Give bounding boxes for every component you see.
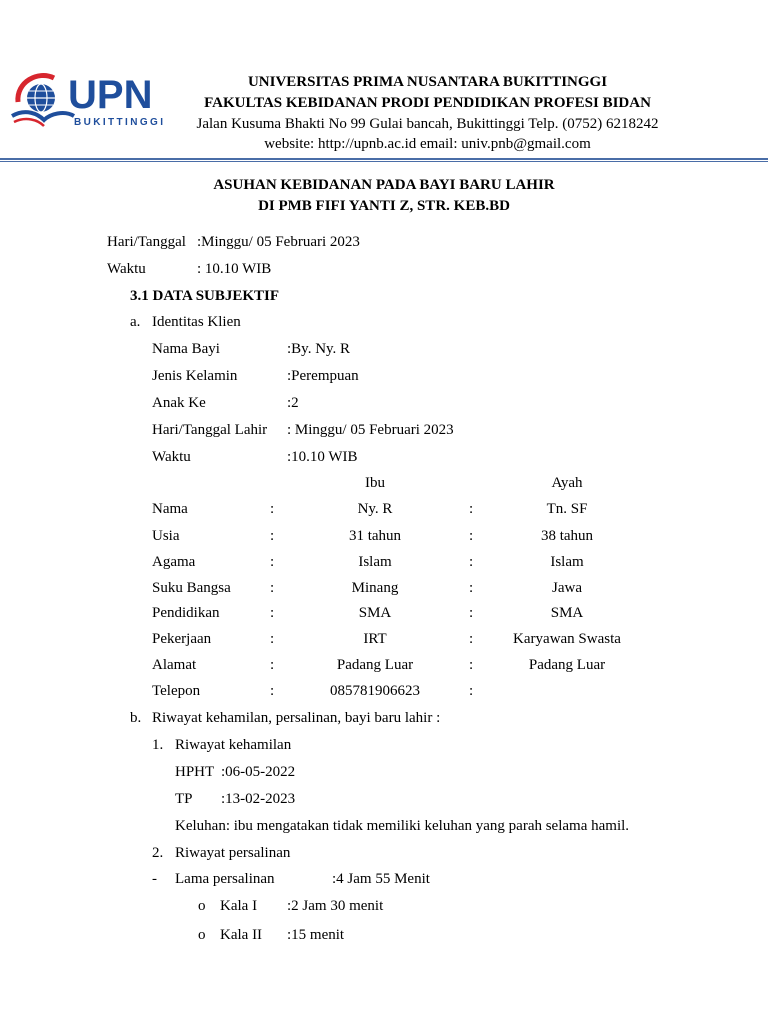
row-label: Alamat <box>152 657 197 673</box>
item-2-marker: 2. <box>152 845 164 861</box>
kala-label: Kala II <box>220 927 263 943</box>
row-colon: : <box>469 554 474 570</box>
tp-value: :13-02-2023 <box>221 791 296 807</box>
baby-label: Waktu <box>152 449 191 465</box>
time-value: : 10.10 WIB <box>197 261 272 277</box>
baby-label: Anak Ke <box>152 395 206 411</box>
row-ayah: Padang Luar <box>528 657 606 673</box>
kala-label: Kala I <box>220 898 258 914</box>
svg-text:UPN: UPN <box>68 73 153 117</box>
date-value: :Minggu/ 05 Februari 2023 <box>197 234 360 250</box>
item-2-label: Riwayat persalinan <box>175 845 291 861</box>
row-ibu: IRT <box>363 631 387 647</box>
section-heading: 3.1 DATA SUBJEKTIF <box>130 288 280 304</box>
row-ayah: Karyawan Swasta <box>513 631 621 647</box>
row-colon: : <box>469 657 474 673</box>
row-ibu: Ny. R <box>357 501 393 517</box>
row-colon: : <box>270 554 275 570</box>
row-colon: : <box>270 501 275 517</box>
baby-label: Jenis Kelamin <box>152 368 238 384</box>
faculty-name: FAKULTAS KEBIDANAN PRODI PENDIDIKAN PROFESI BIDAN <box>204 95 651 111</box>
row-colon: : <box>469 501 474 517</box>
row-ibu: 31 tahun <box>348 528 402 544</box>
row-colon: : <box>270 605 275 621</box>
row-label: Usia <box>152 528 180 544</box>
row-colon: : <box>469 631 474 647</box>
row-label: Suku Bangsa <box>152 580 231 596</box>
header-rule <box>0 158 768 160</box>
row-ibu: SMA <box>358 605 392 621</box>
row-colon: : <box>469 683 474 699</box>
row-colon: : <box>270 580 275 596</box>
baby-value: :10.10 WIB <box>287 449 358 465</box>
dash-bullet: - <box>152 871 157 887</box>
keluhan-text: Keluhan: ibu mengatakan tidak memiliki keluhan yang parah selama hamil. <box>175 818 630 834</box>
baby-value: :By. Ny. R <box>287 341 351 357</box>
row-label: Nama <box>152 501 188 517</box>
circle-bullet-icon: o <box>198 898 206 914</box>
kala-value: :2 Jam 30 menit <box>287 898 384 914</box>
document-title-line2: DI PMB FIFI YANTI Z, STR. KEB.BD <box>258 198 510 214</box>
circle-bullet-icon: o <box>198 927 206 943</box>
row-ibu: 085781906623 <box>330 683 420 699</box>
kala-value: :15 menit <box>287 927 345 943</box>
baby-value: :Perempuan <box>287 368 359 384</box>
item-b-marker: b. <box>130 710 142 726</box>
contact-info: website: http://upnb.ac.id email: univ.pnb@gmail.com <box>264 136 591 152</box>
baby-value: : Minggu/ 05 Februari 2023 <box>287 422 454 438</box>
row-label: Pekerjaan <box>152 631 212 647</box>
tp-label: TP <box>175 791 193 807</box>
baby-label: Nama Bayi <box>152 341 220 357</box>
address: Jalan Kusuma Bhakti No 99 Gulai bancah, Bukittinggi Telp. (0752) 6218242 <box>196 116 659 132</box>
header-rule-thin <box>0 161 768 162</box>
university-name: UNIVERSITAS PRIMA NUSANTARA BUKITTINGGI <box>247 74 608 90</box>
lama-label: Lama persalinan <box>175 871 275 887</box>
svg-text:BUKITTINGGI: BUKITTINGGI <box>74 117 166 128</box>
parents-header-ayah: Ayah <box>551 475 583 491</box>
hpht-label: HPHT <box>175 764 215 780</box>
row-ayah: SMA <box>550 605 584 621</box>
parents-header-ibu: Ibu <box>365 475 385 491</box>
row-ayah: Jawa <box>552 580 582 596</box>
row-ayah: Tn. SF <box>546 501 588 517</box>
hpht-value: :06-05-2022 <box>221 764 296 780</box>
time-label: Waktu <box>107 261 146 277</box>
row-label: Telepon <box>152 683 201 699</box>
row-colon: : <box>469 580 474 596</box>
row-colon: : <box>469 528 474 544</box>
row-colon: : <box>469 605 474 621</box>
row-label: Agama <box>152 554 196 570</box>
row-ibu: Minang <box>351 580 399 596</box>
item-a-marker: a. <box>130 314 141 330</box>
lama-value: :4 Jam 55 Menit <box>332 871 430 887</box>
row-ibu: Islam <box>358 554 392 570</box>
row-ayah: 38 tahun <box>540 528 594 544</box>
row-colon: : <box>270 683 275 699</box>
baby-value: :2 <box>287 395 299 411</box>
item-1-label: Riwayat kehamilan <box>175 737 292 753</box>
item-1-marker: 1. <box>152 737 164 753</box>
upn-logo <box>8 68 176 134</box>
date-label: Hari/Tanggal <box>107 234 186 250</box>
row-colon: : <box>270 528 275 544</box>
item-a-label: Identitas Klien <box>152 314 241 330</box>
document-title-line1: ASUHAN KEBIDANAN PADA BAYI BARU LAHIR <box>213 177 555 193</box>
row-ibu: Padang Luar <box>336 657 414 673</box>
baby-label: Hari/Tanggal Lahir <box>152 422 268 438</box>
row-ayah: Islam <box>550 554 584 570</box>
row-label: Pendidikan <box>152 605 220 621</box>
row-colon: : <box>270 657 275 673</box>
item-b-label: Riwayat kehamilan, persalinan, bayi baru lahir : <box>152 710 441 726</box>
row-colon: : <box>270 631 275 647</box>
